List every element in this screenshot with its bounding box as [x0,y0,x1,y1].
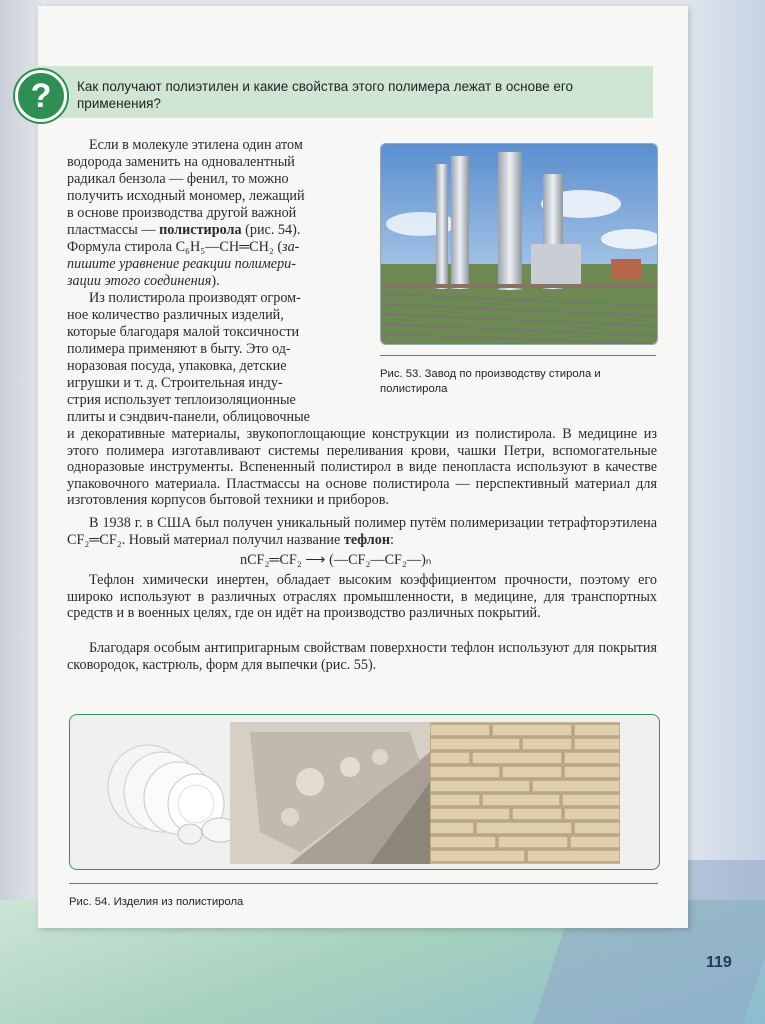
text-line: ное количество различных изделий, [67,307,284,323]
text-line: полимера применяют в быту. Это од- [67,341,291,357]
paragraph-teflon-uses: Благодаря особым антипригарным свойствам поверхности тефлон используют для покрытия сковородок, кастрюль, форм для выпечки (рис. 55). [67,640,657,673]
text-line: Из полистирола производят огром- [89,290,301,306]
section-question: Как получают полиэтилен и какие свойства этого полимера лежат в основе его применения? [77,79,574,111]
figure-53-caption: Рис. 53. Завод по производству стирола и полистирола [380,368,601,395]
figure-54-caption: Рис. 54. Изделия из полистирола [69,896,244,908]
text-line: зации этого соединения). [67,273,220,289]
question-mark-icon: ? [15,70,67,122]
paragraph-teflon-intro: В 1938 г. в США был получен уникальный полимер путём полимеризации тетрафторэтилена CF₂═CF₂. Новый материал получил название тефлон: [67,515,657,548]
figure-54-wall-panel-image [430,722,620,864]
text-line: норазовая посуда, упаковка, детские [67,358,287,374]
text-line: Формула стирола C₆H₅—CH═CH₂ (за- [67,239,300,255]
term-teflon: тефлон [343,531,390,548]
paragraph-teflon-properties: Тефлон химически инертен, обладает высоким коэффициентом прочности, поэтому его широко используют в различных отраслях промышленности, в медицине, для транспортных средств и в военных целях, где он идёт на производство различных покрытий. [67,572,657,622]
caption-divider [380,355,656,356]
page-number: 119 [706,954,732,971]
text-line: радикал бензола — фенил, то можно [67,171,289,187]
figure-54-tableware-image [100,722,230,862]
text-line: пишите уравнение реакции полимери- [67,256,296,272]
text-block: и декоративные материалы, звукопоглощающие конструкции из полистирола. В медицине из этого полимера изготавливают системы переливания крови, чашки Петри, вспомогательные одноразовые инструменты. Вспененный полистирол в виде пенопласта используют в качестве упаковочного материала. Пластмассы на основе полистирола — перспективный материал для изготовления корпусов бытовой техники и приборов. [67,426,657,509]
text-line: в основе производства другой важной [67,205,297,221]
text-line: которые благодаря малой токсичности [67,324,300,340]
teflon-polymerization-formula: nCF₂═CF₂ ⟶ (—CF₂—CF₂—)ₙ [240,552,432,568]
text-line: плиты и сэндвич-панели, облицовочные [67,409,310,425]
term-polystyrene: полистирола [159,222,242,238]
figure-54-stucco-molding-image [230,722,430,864]
text-line: игрушки и т. д. Строительная инду- [67,375,283,391]
caption-divider [69,883,658,884]
text-line: стрия использует теплоизоляционные [67,392,296,408]
text-line: пластмассы — полистирола (рис. 54). [67,222,301,238]
text-line: получить исходный мономер, лежащий [67,188,305,204]
text-line: водорода заменить на одновалентный [67,154,295,170]
text-line: Если в молекуле этилена один атом [89,137,303,153]
figure-53-plant-photo [380,143,658,345]
